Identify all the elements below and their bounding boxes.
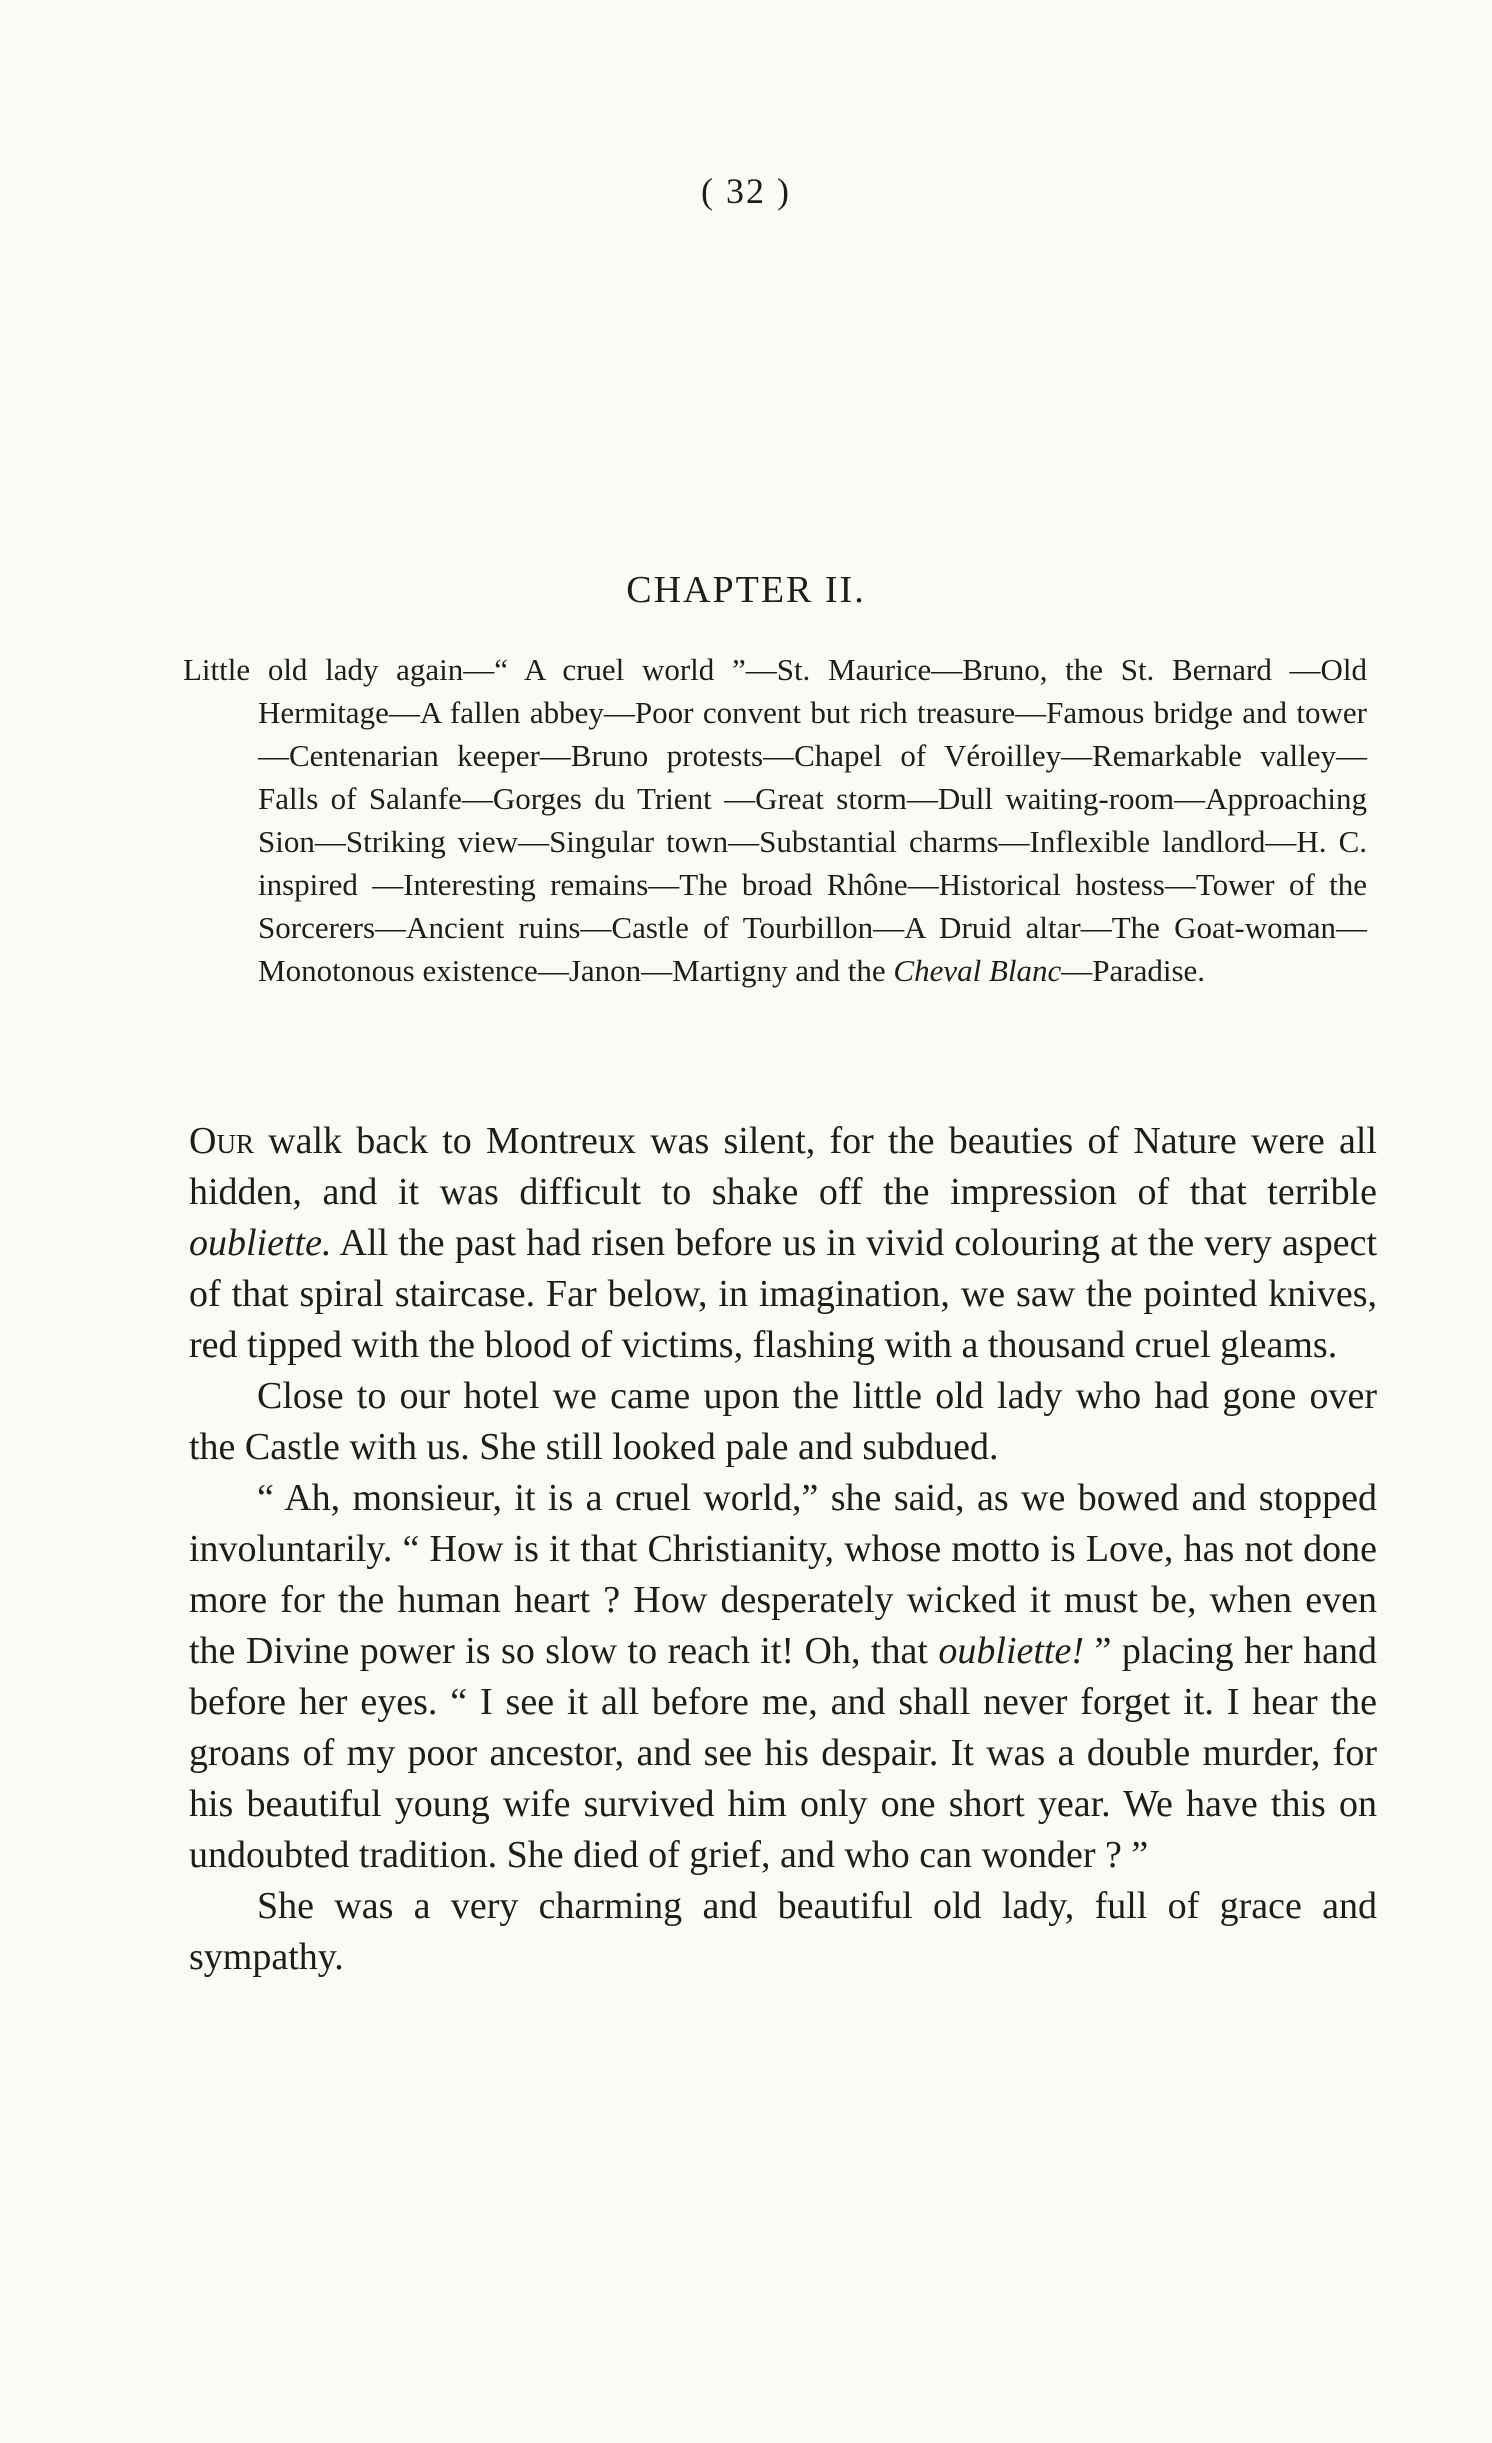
paragraph-1-text-b: All the past had risen before us in vivid colouring at the very aspect of that spiral staircase. Far below, in imagination, we saw the pointed knives, red tipped with the blood of victims, flashing with a thousand cruel gleams. xyxy=(189,1222,1377,1366)
synopsis-text xyxy=(183,648,1367,992)
paragraph-1 xyxy=(189,1116,1377,1371)
chapter-heading: CHAPTER II. xyxy=(626,569,866,611)
paragraph-1-text-a: walk back to Montreux was silent, for the beauties of Nature were all hidden, and it was difficult to shake off the impression of that terrible xyxy=(189,1120,1377,1213)
paragraph-4: She was a very charming and beautiful old lady, full of grace and sympathy. xyxy=(189,1885,1377,1978)
narrative-text xyxy=(189,1116,1377,1983)
paragraph-3-text-a: “ Ah, monsieur, it is a cruel world,” she said, as we bowed and stopped involuntarily. “ How is it that Christianity, whose motto is Love, has not done more for the human heart ? How desperately wicked it must be, when even the Divine power is so slow to reach it! Oh, that xyxy=(189,1477,1377,1672)
paragraph-3-italic: oubliette! xyxy=(938,1630,1085,1672)
chapter-synopsis xyxy=(183,648,1367,992)
page-number: ( 32 ) xyxy=(701,171,791,211)
paragraph-3-text-b: ” placing her hand before her eyes. “ I see it all before me, and shall never forget it. I hear the groans of my poor ancestor, and see his despair. It was a double murder, for his beautiful young wife survived him only one short year. We have this on undoubted tradition. She died of grief, and who can wonder ? ” xyxy=(189,1630,1377,1876)
synopsis-italic-end: Cheval Blanc xyxy=(893,953,1062,988)
synopsis-tail: —Paradise. xyxy=(1061,953,1206,988)
paragraph-3 xyxy=(189,1473,1377,1881)
synopsis-lead: Little old lady again—“ A cruel world ”—St. Maurice—Bruno, the St. Bernard —Old Hermitage—A fallen abbey—Poor convent but rich treasure—Famous bridge and tower—Centenarian keeper—Bruno protests—Chapel of Véroilley—Remarkable valley—Falls of Salanfe—Gorges du Trient —Great storm—Dull waiting-room—Approaching Sion—Striking view—Singular town—Substantial charms—Inflexible landlord—H. C. inspired —Interesting remains—The broad Rhône—Historical hostess—Tower of the Sorcerers—Ancient ruins—Castle of Tourbillon—A Druid altar—The Goat-woman—Monotonous existence—Janon—Martigny and the xyxy=(183,652,1367,988)
opening-word: Our xyxy=(189,1120,254,1162)
paragraph-1-italic: oubliette. xyxy=(189,1222,332,1264)
paragraph-2: Close to our hotel we came upon the little old lady who had gone over the Castle with us. She still looked pale and subdued. xyxy=(189,1375,1377,1468)
